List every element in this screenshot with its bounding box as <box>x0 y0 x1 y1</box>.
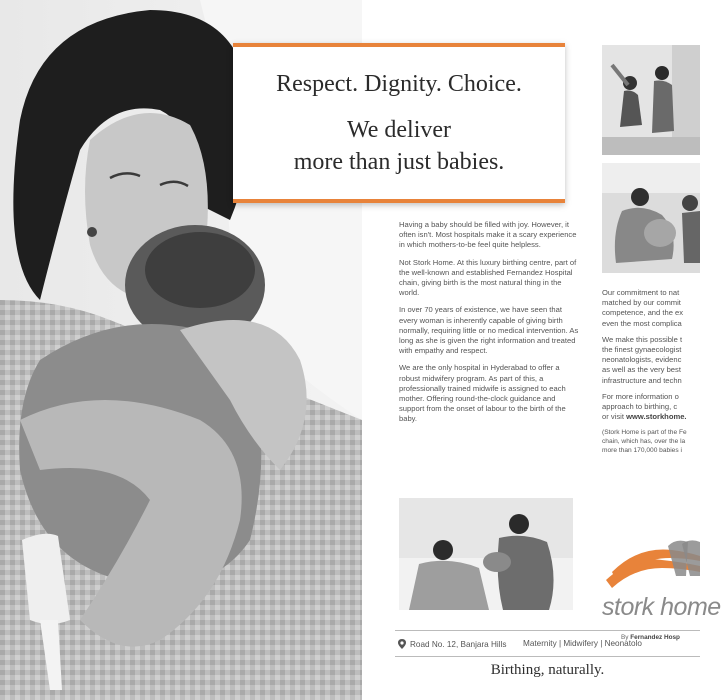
body-copy-right <box>602 288 700 461</box>
headline-line-1: Respect. Dignity. Choice. <box>276 71 522 97</box>
headline-line-2: We deliver <box>346 117 451 143</box>
footer-divider <box>395 656 700 657</box>
website-link[interactable]: www.storkhome. <box>626 412 687 422</box>
tagline: Birthing, naturally. <box>490 662 605 678</box>
stork-home-wordmark: stork home <box>602 593 721 621</box>
address: Road No. 12, Banjara Hills <box>398 639 506 649</box>
footer-divider <box>395 630 700 631</box>
body-paragraph: (Stork Home is part of the Fe chain, which has, over the la more than 170,000 babies i <box>602 429 687 455</box>
body-paragraph: Our commitment to nat matched by our commit competence, and the ex even the most complica <box>602 288 684 328</box>
body-copy-left <box>399 220 580 432</box>
headline-line-3: more than just babies. <box>293 149 505 175</box>
body-paragraph: For more information o approach to birthing, c or visit www.storkhome. <box>602 391 687 422</box>
stork-home-logo-mark <box>602 536 700 596</box>
body-paragraph: Not Stork Home. At this luxury birthing centre, part of the well-known and established Fernandez Hospital chain, giving birth is the most natural thing in the world. <box>399 257 577 298</box>
logo-byline: By Fernandez Hosp <box>621 634 680 641</box>
services-list: Maternity | Midwifery | Neonatolo <box>523 639 642 648</box>
photo-pregnant-mother <box>602 163 700 273</box>
body-paragraph: We make this possible t the finest gynaecologist neonatologists, evidenc as well as the very best infrastructure and techn <box>602 334 683 385</box>
location-pin-icon <box>398 639 406 649</box>
photo-midwife-with-newborn <box>399 498 573 610</box>
photo-yoga-class <box>602 45 700 155</box>
body-paragraph: Having a baby should be filled with joy. However, it often isn't. Most hospitals make it a scary experience in which mothers-to-be feel quite helpless. <box>399 220 577 250</box>
headline-box <box>233 43 565 203</box>
body-paragraph: In over 70 years of existence, we have seen that every woman is inherently capable of giving birth normally, requiring little or no medical intervention. As long as she is given the right information and treated with empathy and respect. <box>399 305 579 356</box>
body-paragraph: We are the only hospital in Hyderabad to offer a robust midwifery program. As part of this, a professionally trained midwife is assigned to each mother. Offering round-the-clock guidance and support from the onset of labour to the birth of the baby. <box>399 363 566 424</box>
